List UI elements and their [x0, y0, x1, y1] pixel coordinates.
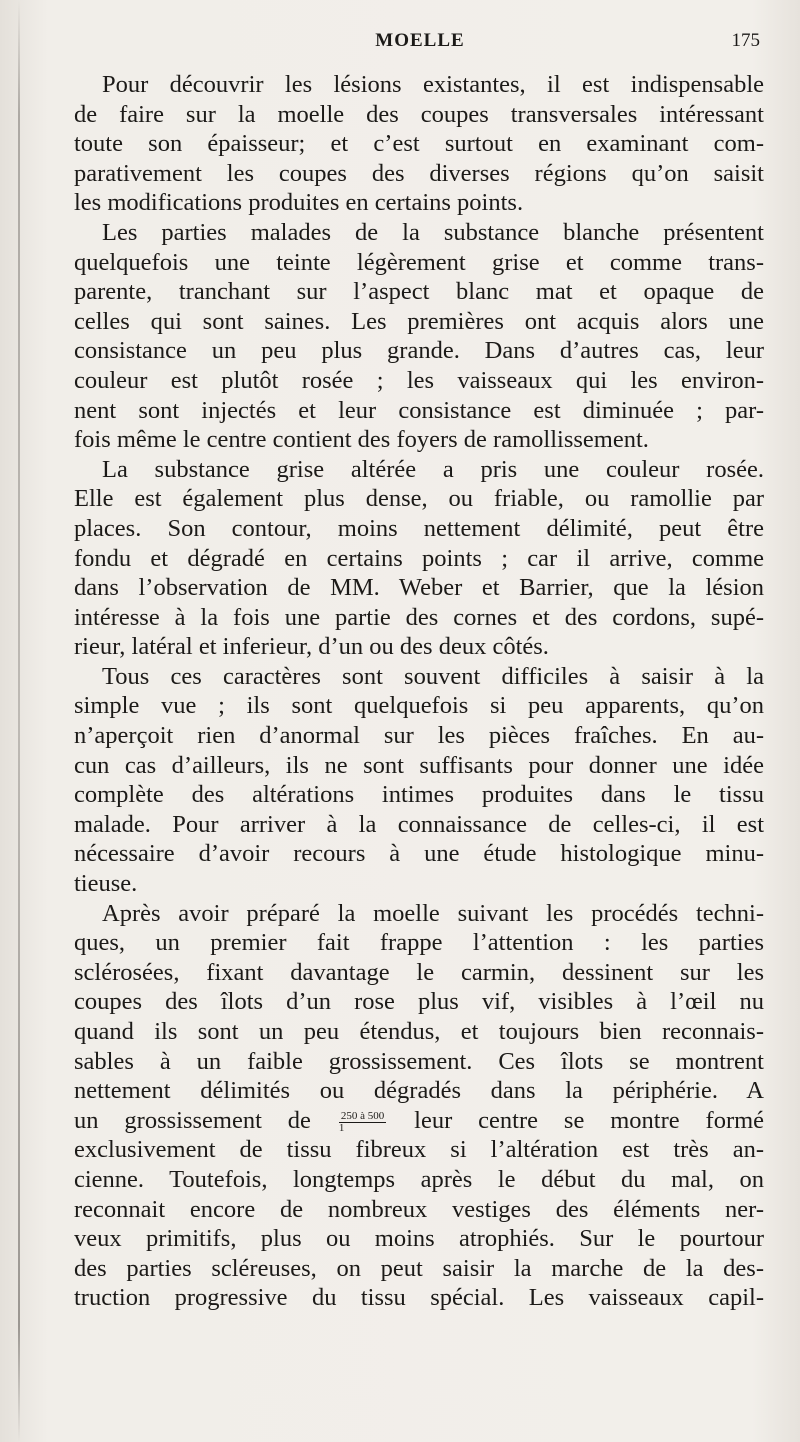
text-line: places. Son contour, moins nettement délimité, peut être [74, 514, 764, 542]
page-number: 175 [731, 30, 760, 51]
text-line: les modifications produites en certains points. [74, 189, 524, 217]
text-line: coupes des îlots d’un rose plus vif, visibles à l’œil nu [74, 988, 764, 1016]
text-line: malade. Pour arriver à la connaissance de celles-ci, il est [74, 810, 764, 838]
text-line: n’aperçoit rien d’anormal sur les pièces fraîches. En au- [74, 722, 764, 750]
text-line: tieuse. [74, 870, 138, 898]
text-line: Pour découvrir les lésions existantes, il est indispensable [102, 71, 764, 98]
text-line: exclusivement de tissu fibreux si l’altération est très an- [74, 1136, 764, 1164]
text-line: sables à un faible grossissement. Ces îlots se montrent [74, 1047, 764, 1075]
text-line: simple vue ; ils sont quelquefois si peu apparents, qu’on [74, 692, 764, 720]
text-line-with-fraction [74, 1106, 764, 1136]
fraction-line-after: leur centre se montre formé [414, 1106, 765, 1134]
text-line: fois même le centre contient des foyers de ramollissement. [74, 426, 649, 454]
text-line: quand ils sont un peu étendus, et toujours bien reconnais- [74, 1018, 764, 1045]
body-text [74, 70, 764, 1313]
page-header [70, 30, 770, 56]
magnification-fraction [339, 1111, 386, 1134]
text-line: de faire sur la moelle des coupes transversales intéressant [74, 100, 764, 128]
text-line: intéresse à la fois une partie des cornes et des cordons, supé- [74, 603, 764, 631]
fraction-line-before: un grossissement de [74, 1106, 311, 1134]
text-line: Elle est également plus dense, ou friable, ou ramollie par [74, 485, 764, 513]
text-line: sclérosées, fixant davantage le carmin, dessinent sur les [74, 958, 764, 986]
text-line: rieur, latéral et inferieur, d’un ou des deux côtés. [74, 633, 549, 661]
text-line: dans l’observation de MM. Weber et Barrier, que la lésion [74, 574, 764, 602]
text-line: veux primitifs, plus ou moins atrophiés. Sur le pourtour [74, 1225, 764, 1253]
text-line: nécessaire d’avoir recours à une étude histologique minu- [74, 840, 764, 868]
text-line: reconnait encore de nombreux vestiges des éléments ner- [74, 1195, 764, 1223]
running-head: MOELLE [375, 30, 465, 51]
text-line: Après avoir préparé la moelle suivant les procédés techni- [102, 899, 764, 927]
text-line: quelquefois une teinte légèrement grise et comme trans- [74, 248, 764, 276]
text-line: parativement les coupes des diverses régions qu’on saisit [74, 159, 764, 187]
text-line: celles qui sont saines. Les premières ont acquis alors une [74, 307, 764, 335]
text-line: truction progressive du tissu spécial. Les vaisseaux capil- [74, 1284, 764, 1312]
text-line: cienne. Toutefois, longtemps après le début du mal, on [74, 1165, 764, 1193]
fraction-numerator: 250 à 500 [340, 1109, 385, 1122]
text-line: Les parties malades de la substance blanche présentent [102, 218, 764, 246]
text-line: cun cas d’ailleurs, ils ne sont suffisants pour donner une idée [74, 751, 764, 779]
text-line: nent sont injectés et leur consistance est diminuée ; par- [74, 396, 764, 424]
text-line: couleur est plutôt rosée ; les vaisseaux qui les environ- [74, 366, 764, 394]
text-line: fondu et dégradé en certains points ; car il arrive, comme [74, 544, 764, 572]
text-line: Tous ces caractères sont souvent difficiles à saisir à la [102, 662, 764, 690]
text-line: La substance grise altérée a pris une couleur rosée. [102, 455, 764, 483]
text-line: nettement délimités ou dégradés dans la périphérie. A [74, 1077, 764, 1105]
text-line: des parties scléreuses, on peut saisir la marche de la des- [74, 1254, 764, 1282]
text-line: toute son épaisseur; et c’est surtout en examinant com- [74, 130, 764, 158]
text-line: ques, un premier fait frappe l’attention : les parties [74, 929, 764, 957]
text-line: consistance un peu plus grande. Dans d’autres cas, leur [74, 337, 764, 365]
text-line: complète des altérations intimes produites dans le tissu [74, 781, 764, 809]
page-edge-shadow [18, 0, 20, 1442]
text-line: parente, tranchant sur l’aspect blanc mat et opaque de [74, 278, 764, 306]
fraction-denominator: 1 [338, 1121, 345, 1134]
